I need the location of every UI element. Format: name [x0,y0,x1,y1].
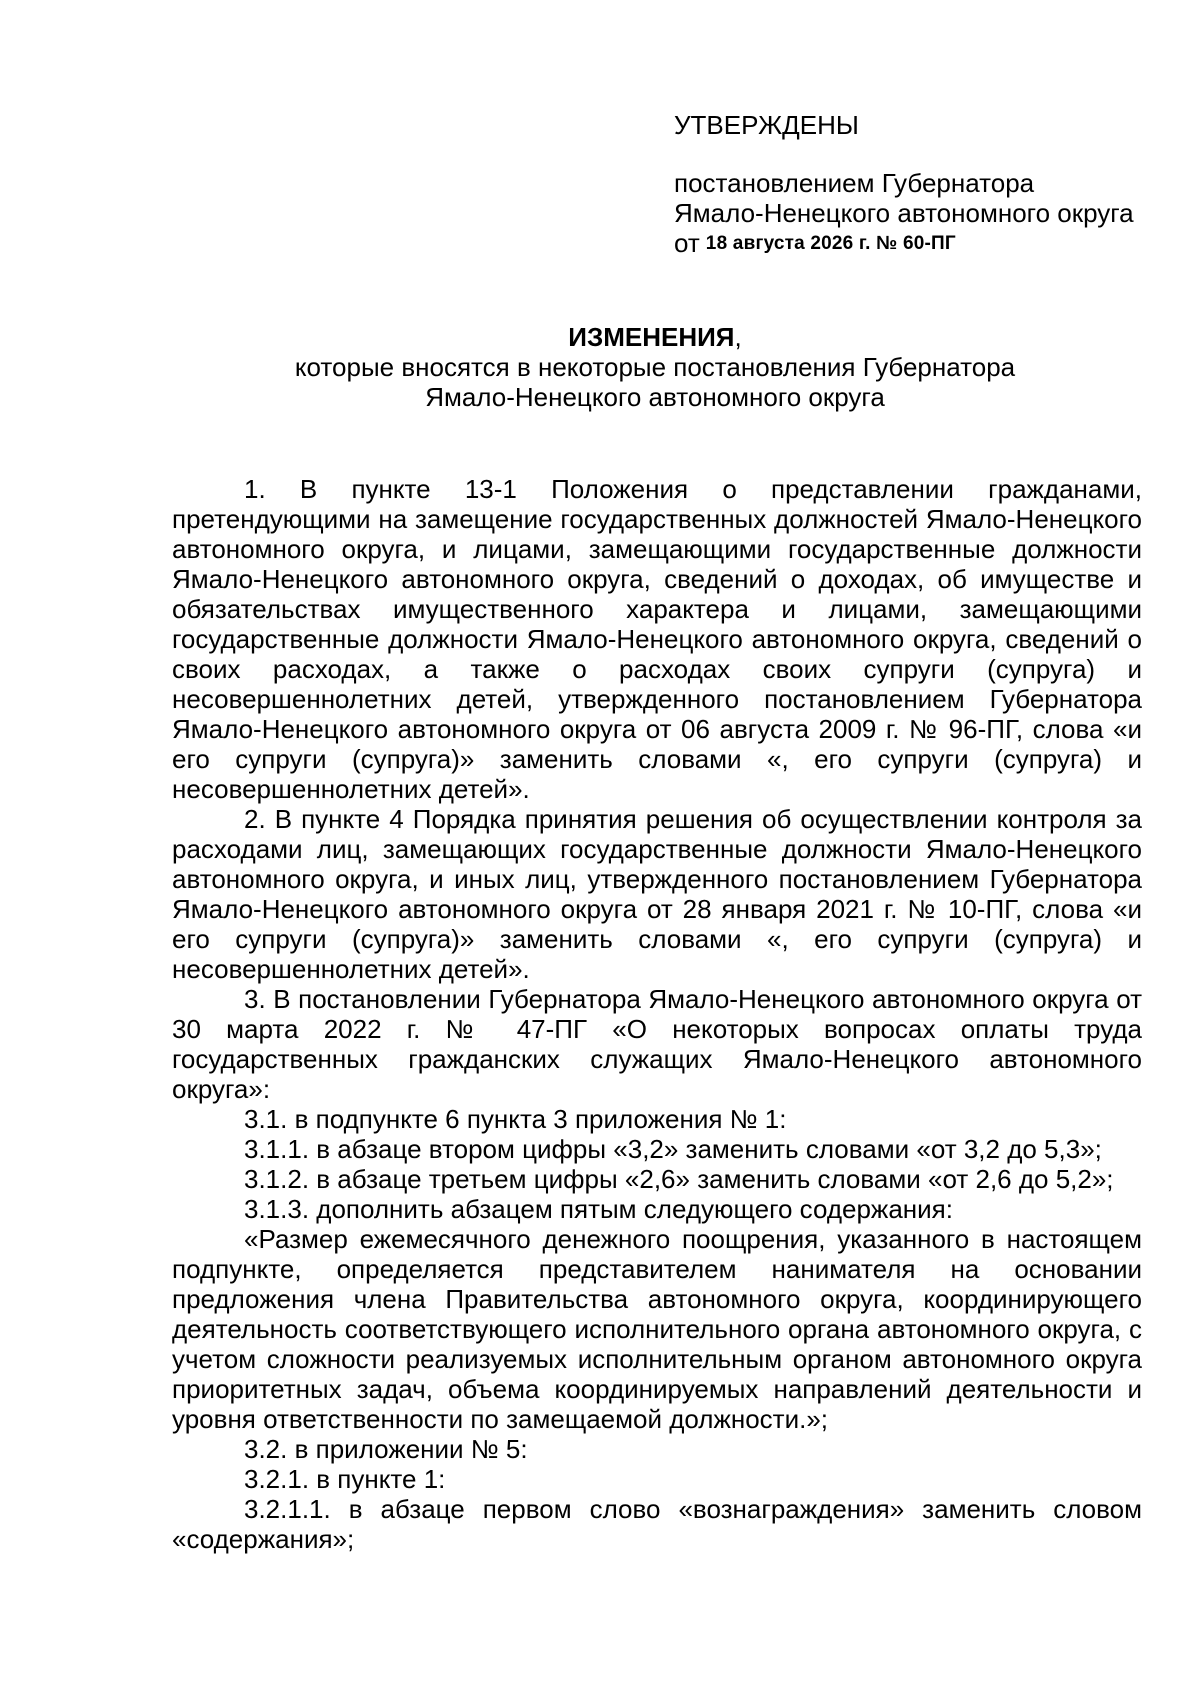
heading-subtitle-line-1: которые вносятся в некоторые постановления Губернатора [294,352,1016,382]
approval-date-value: 18 августа 2026 г. № 60-ПГ [705,233,956,254]
paragraph-3-2-1-1: 3.2.1.1. в абзаце первом слово «вознаграждения» заменить словом «содержания»; [172,1494,1142,1554]
paragraph-quote: «Размер ежемесячного денежного поощрения, указанного в настоящем подпункте, определяется представителем нанимателя на основании предложения члена Правительства автономного округа, координирующего деятельность соответствующего исполнительного органа автономного округа, с учетом сложности реализуемых исполнительным органом автономного округа приоритетных задач, объема координируемых направлений деятельности и уровня ответственности по замещаемой должности.»; [172,1224,1142,1434]
date-prefix: от [674,228,700,258]
paragraph-3-1: 3.1. в подпункте 6 пункта 3 приложения № 1: [244,1104,787,1134]
document-title: ИЗМЕНЕНИЯ [568,322,735,352]
paragraph-3-2-1: 3.2.1. в пункте 1: [244,1464,446,1494]
paragraph-3: 3. В постановлении Губернатора Ямало-Ненецкого автономного округа от 30 марта 2022 г. № 47-ПГ «О некоторых вопросах оплаты труда государственных гражданских служащих Ямало-Ненецкого автономного округа»: [172,984,1142,1104]
approval-block [674,110,1134,262]
paragraph-3-2: 3.2. в приложении № 5: [244,1434,528,1464]
paragraph-3-1-1: 3.1.1. в абзаце втором цифры «3,2» заменить словами «от 3,2 до 5,3»; [244,1134,1102,1164]
approval-date-line [674,228,1134,262]
paragraph-1: 1. В пункте 13-1 Положения о представлении гражданами, претендующими на замещение государственных должностей Ямало-Ненецкого автономного округа, и лицами, замещающими государственные должности Ямало-Ненецкого автономного округа, сведений о доходах, об имуществе и обязательствах имущественного характера и лицами, замещающими государственные должности Ямало-Ненецкого автономного округа, сведений о своих расходах, а также о расходах своих супруги (супруга) и несовершеннолетних детей, утвержденного постановлением Губернатора Ямало-Ненецкого автономного округа от 06 августа 2009 г. № 96-ПГ, слова «и его супруги (супруга)» заменить словами «, его супруги (супруга) и несовершеннолетних детей». [172,474,1142,804]
document-body [172,474,1142,1554]
title-suffix: , [734,322,742,352]
approval-line-2: Ямало-Ненецкого автономного округа [674,198,1134,228]
title-line [170,322,1140,352]
approved-label: УТВЕРЖДЕНЫ [674,110,859,140]
paragraph-3-1-3: 3.1.3. дополнить абзацем пятым следующего содержания: [244,1194,953,1224]
paragraph-2: 2. В пункте 4 Порядка принятия решения об осуществлении контроля за расходами лиц, замещающих государственные должности Ямало-Ненецкого автономного округа, и иных лиц, утвержденного постановлением Губернатора Ямало-Ненецкого автономного округа от 28 января 2021 г. № 10-ПГ, слова «и его супруги (супруга)» заменить словами «, его супруги (супруга) и несовершеннолетних детей». [172,804,1142,984]
approval-line-1: постановлением Губернатора [674,168,1035,198]
paragraph-3-1-2: 3.1.2. в абзаце третьем цифры «2,6» заменить словами «от 2,6 до 5,2»; [244,1164,1114,1194]
heading-subtitle-line-2: Ямало-Ненецкого автономного округа [425,382,885,412]
document-heading [170,322,1140,412]
